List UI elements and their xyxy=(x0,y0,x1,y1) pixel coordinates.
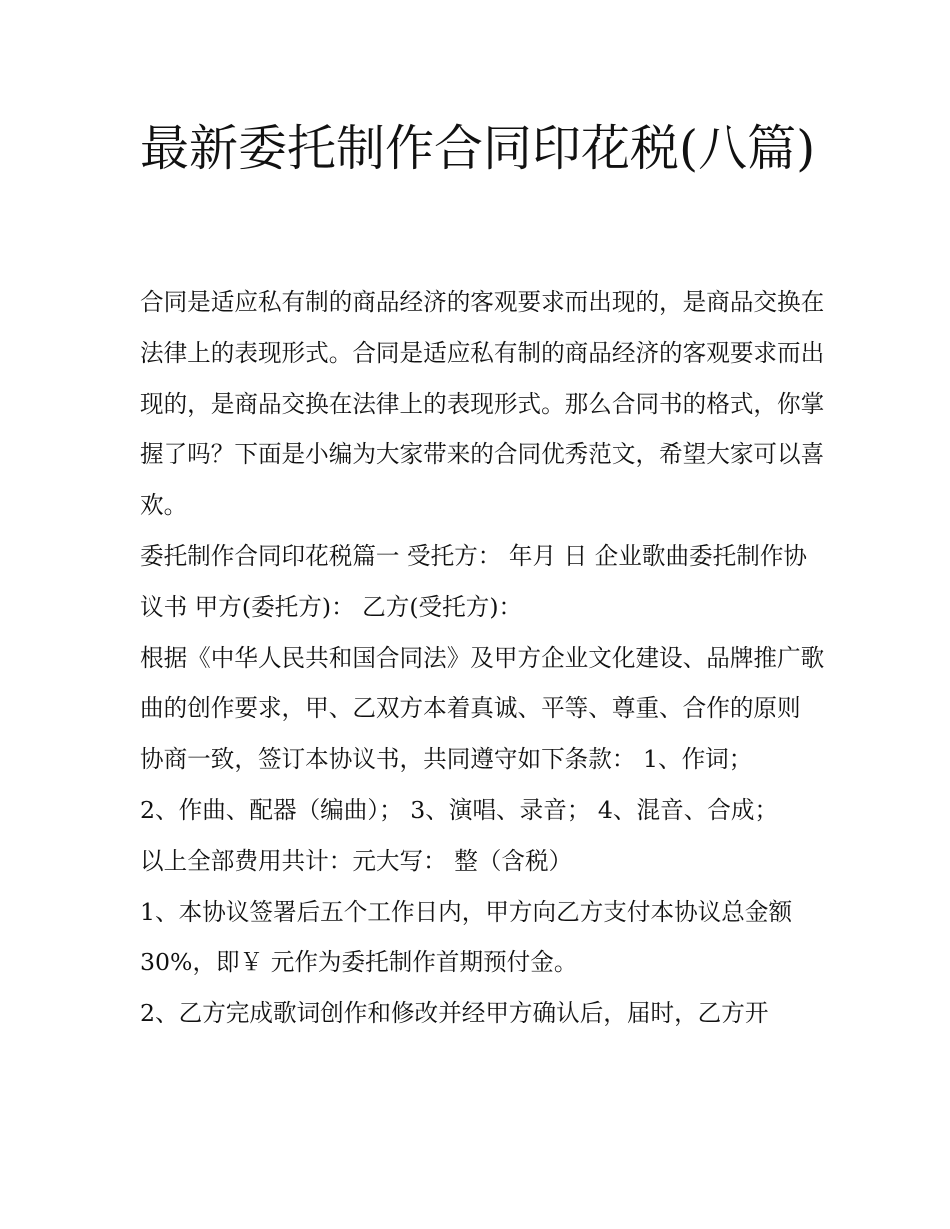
document-body xyxy=(140,277,830,1039)
paragraph-intro: 合同是适应私有制的商品经济的客观要求而出现的，是商品交换在法律上的表现形式。合同是适应私有制的商品经济的客观要求而出现的，是商品交换在法律上的表现形式。那么合同书的格式，你掌握了吗？下面是小编为大家带来的合同优秀范文，希望大家可以喜欢。 xyxy=(140,288,825,520)
paragraph-clause-2: 2、乙方完成歌词创作和修改并经甲方确认后，届时，乙方开 xyxy=(140,999,769,1028)
paragraph-basis: 根据《中华人民共和国合同法》及甲方企业文化建设、品牌推广歌曲的创作要求，甲、乙双方本着真诚、平等、尊重、合作的原则 xyxy=(140,643,825,723)
paragraph-clause-1: 1、本协议签署后五个工作日内，甲方向乙方支付本协议总金额30%，即￥ 元作为委托制作首期预付金。 xyxy=(140,897,793,977)
paragraph-services: 2、作曲、配器（编曲）； 3、演唱、录音； 4、混音、合成； xyxy=(140,795,779,824)
paragraph-agreement: 协商一致，签订本协议书，共同遵守如下条款： 1、作词； xyxy=(140,745,753,774)
paragraph-total-fee: 以上全部费用共计：元大写： 整（含税） xyxy=(140,846,573,875)
paragraph-chapter-one: 委托制作合同印花税篇一 受托方： 年月 日 企业歌曲委托制作协议书 甲方(委托方)： 乙方(受托方)： xyxy=(140,541,808,621)
document-title: 最新委托制作合同印花税(八篇) xyxy=(140,120,816,177)
